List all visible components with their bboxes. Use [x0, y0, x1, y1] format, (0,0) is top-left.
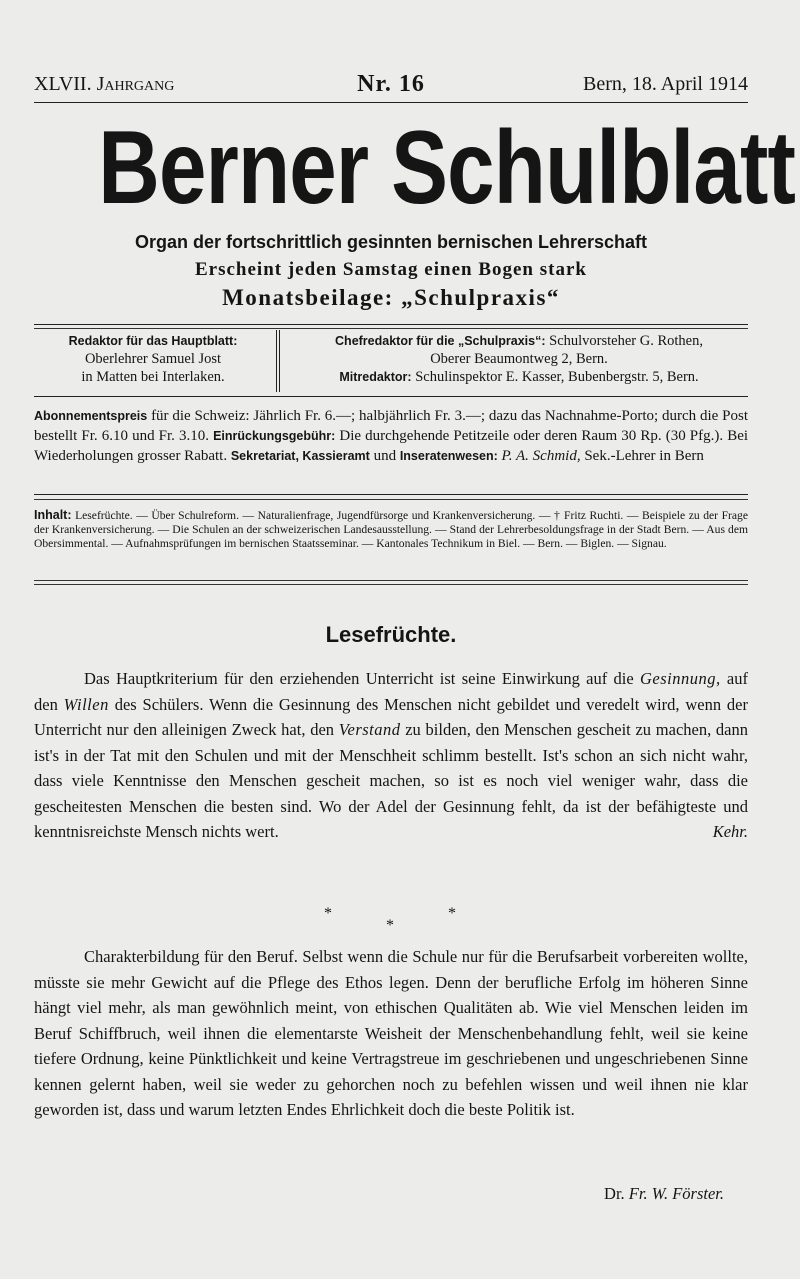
secretariat-label: Sekretariat, Kassieramt	[230, 449, 370, 463]
section-separator	[34, 905, 748, 935]
ads-contact-name: P. A. Schmid,	[501, 448, 581, 464]
chief-editor	[290, 332, 748, 386]
co-editor-name: Schulinspektor E. Kasser, Bubenbergstr. 5, Bern.	[415, 369, 699, 385]
separator-star-2: *	[386, 917, 394, 934]
main-editor-place: in Matten bei Interlaken.	[81, 369, 225, 385]
p2-author-line	[34, 1182, 748, 1206]
table-of-contents	[34, 508, 748, 580]
p2-text: Charakterbildung für den Beruf. Selbst wenn die Schule nur für die Berufsarbeit vorbereiten wollte, müsste sie mehr Gewicht auf die Pflege des Ethos legen. Denn der berufliche Erfolg im höheren Sinne hängt viel mehr, als man gewöhnlich meint, von ethischen Qualitäten ab. Wie viel Menschen leiden im Beruf Schiffbruch, weil ihnen die elementarste Weisheit der Menschenbehandlung fehlt, weil sie keine tiefere Ordnung, keine Pünktlichkeit und keine Vertragstreue im geschriebenen und ungeschriebenen Sinne kennen gelernt haben, weil sie weder zu gehorchen noch zu befehlen wissen und weil ihnen nie klar geworden ist, dass und warum letzten Endes Ehrlichkeit doch die beste Politik ist.	[34, 947, 748, 1119]
editors-top-rule-2	[34, 328, 748, 329]
subscription-info	[34, 406, 748, 488]
contents-label: Inhalt:	[34, 508, 72, 522]
volume-label: XLVII. Jahrgang	[34, 73, 175, 95]
main-editor-name: Oberlehrer Samuel Jost	[84, 351, 222, 367]
contents-text: Lesefrüchte. — Über Schulreform. — Naturalienfrage, Jugendfürsorge und Krankenversicherung. — † Fritz Ruchti. — Beispiele zu der Frage der Krankenversicherung. — Die Schulen an der schweizerischen Landesausstellung. — Stand der Lehrerbesoldungsfrage in der Stadt Bern. — Aus dem Obersimmental. — Aufnahmsprüfungen im bernischen Staatsseminar. — Kantonales Technikum in Biel. — Bern. — Biglen. — Signau.	[34, 509, 748, 550]
secretariat-and: und	[373, 448, 397, 464]
subscription-label: Abonnementspreis	[34, 409, 148, 423]
contents-bottom-rule-2	[34, 584, 748, 585]
p1-text-c: des Schülers. Wenn die Gesinnung des Menschen nicht gebildet und veredelt wird, wenn der Unterricht nur den alleinigen Zweck hat, den	[34, 694, 748, 739]
issue-header	[34, 70, 748, 100]
article-title: Lesefrüchte.	[325, 622, 457, 647]
p2-author: Fr. W. Förster.	[628, 1184, 724, 1203]
issue-number: Nr. 16	[357, 71, 425, 97]
masthead-subtitle: Organ der fortschrittlich gesinnten bernischen Lehrerschaft	[134, 232, 648, 252]
ad-fee-label: Einrückungsgebühr:	[213, 429, 336, 443]
chief-editor-name: Schulvorsteher G. Rothen,	[549, 333, 703, 349]
ads-contact-role: Sek.-Lehrer in Bern	[584, 448, 704, 464]
p1-emphasis-gesinnung: Gesinnung,	[639, 669, 721, 688]
co-editor-label: Mitredaktor:	[339, 370, 412, 384]
header-rule	[34, 102, 748, 103]
article-paragraph-2	[34, 944, 748, 1123]
ads-label: Inseratenwesen:	[399, 449, 498, 463]
p1-author: Kehr.	[712, 822, 748, 841]
masthead-frequency: Erscheint jeden Samstag einen Bogen stark	[195, 259, 587, 280]
article-paragraph-1	[34, 666, 748, 845]
p1-text-b: auf den	[34, 669, 748, 714]
main-editor	[34, 332, 272, 386]
editors-bottom-rule	[34, 396, 748, 397]
p2-author-prefix: Dr.	[604, 1184, 625, 1203]
contents-top-rule	[34, 494, 748, 495]
masthead-title: Berner Schulblatt	[98, 110, 796, 226]
p1-text-d: zu bilden, den Menschen gescheit zu machen, dann ist's in der Tat mit den Schulen und mit der Menschheit schlimm bestellt. Ist's schon an sich nicht wahr, dass viele Kenntnisse den Menschen gescheit machen, so ist es noch viel weniger wahr, dass die gescheitesten Menschen die besten sind. Wo der Adel der Gesinnung fehlt, da ist der befähigteste und kenntnisreichste Mensch nichts wert.	[34, 720, 749, 841]
contents-top-rule-2	[34, 499, 748, 500]
separator-star-1: *	[324, 905, 332, 922]
ad-fee-text: Die durchgehende Petitzeile oder deren Raum 30 Rp. (30 Pfg.). Bei Wiederholungen grosser Rabatt.	[34, 428, 749, 464]
contents-bottom-rule	[34, 580, 748, 581]
main-editor-label: Redaktor für das Hauptblatt:	[68, 334, 238, 348]
editors-divider	[276, 330, 277, 392]
subscription-text: für die Schweiz: Jährlich Fr. 6.—; halbjährlich Fr. 3.—; dazu das Nachnahme-Porto; durch die Post bestellt Fr. 6.10 und Fr. 3.10.	[34, 408, 748, 444]
separator-star-3: *	[448, 905, 456, 922]
p1-text-a: Das Hauptkriterium für den erziehenden Unterricht ist seine Einwirkung auf die	[84, 669, 634, 688]
chief-editor-label: Chefredaktor für die „Schulpraxis“:	[335, 334, 546, 348]
masthead-supplement: Monatsbeilage: „Schulpraxis“	[222, 285, 560, 310]
editors-box	[34, 330, 748, 392]
editors-divider-2	[279, 330, 280, 392]
chief-editor-address: Oberer Beaumontweg 2, Bern.	[430, 351, 608, 367]
p1-emphasis-verstand: Verstand	[338, 720, 401, 739]
issue-date: Bern, 18. April 1914	[583, 73, 748, 95]
p1-emphasis-willen: Willen	[63, 694, 109, 714]
editors-top-rule	[34, 324, 748, 325]
